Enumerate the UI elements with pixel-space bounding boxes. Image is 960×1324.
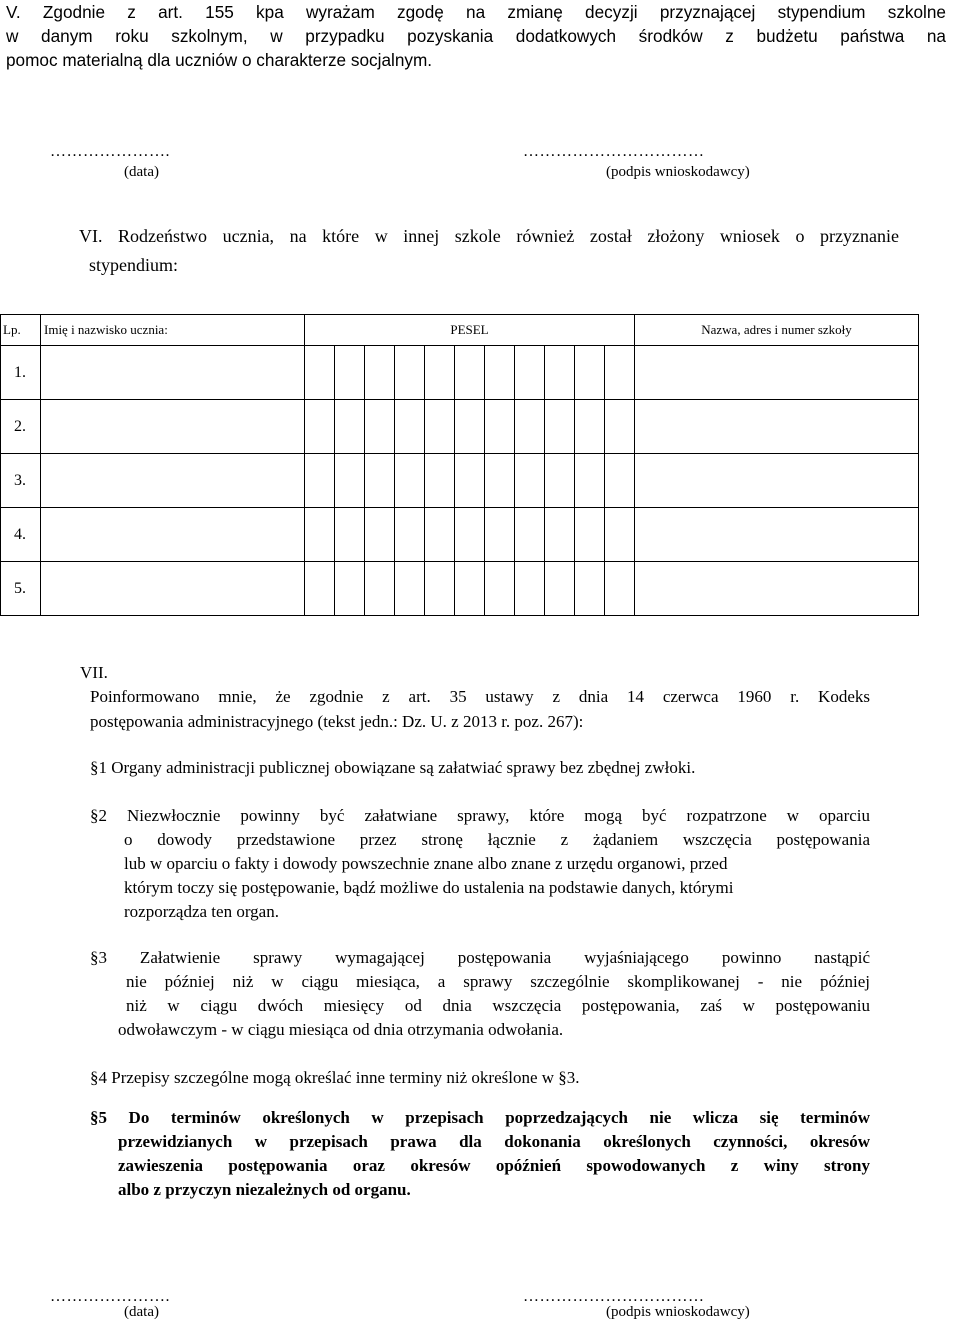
- row-number: 2.: [1, 400, 41, 454]
- pesel-digit-cell[interactable]: [545, 562, 575, 616]
- pesel-digit-cell[interactable]: [575, 562, 605, 616]
- pesel-digit-cell[interactable]: [575, 346, 605, 400]
- section-v-line: V. Zgodnie z art. 155 kpa wyrażam zgodę na zmianę decyzji przyznającej stypendium szkolne: [6, 2, 946, 22]
- school-cell[interactable]: [635, 508, 919, 562]
- pesel-digit-cell[interactable]: [305, 562, 335, 616]
- pesel-digit-cell[interactable]: [605, 346, 635, 400]
- pesel-digit-cell[interactable]: [305, 400, 335, 454]
- pesel-digit-cell[interactable]: [575, 400, 605, 454]
- section-vii-intro: [90, 684, 870, 734]
- pesel-digit-cell[interactable]: [485, 454, 515, 508]
- pesel-digit-cell[interactable]: [395, 346, 425, 400]
- pesel-digit-cell[interactable]: [515, 508, 545, 562]
- paragraph-line: rozporządza ten organ.: [124, 902, 279, 921]
- name-cell[interactable]: [41, 346, 305, 400]
- section-v-line: w danym roku szkolnym, w przypadku pozyskania dodatkowych środków z budżetu państwa na: [6, 26, 946, 46]
- name-cell[interactable]: [41, 508, 305, 562]
- intro-line: postępowania administracyjnego (tekst jedn.: Dz. U. z 2013 r. poz. 267):: [90, 712, 584, 731]
- paragraph-2: [90, 804, 870, 924]
- pesel-digit-cell[interactable]: [575, 508, 605, 562]
- pesel-digit-cell[interactable]: [485, 562, 515, 616]
- paragraph-line: nie później niż w ciągu miesiąca, a sprawy szczególnie skomplikowanej - nie później: [126, 972, 870, 991]
- pesel-digit-cell[interactable]: [605, 562, 635, 616]
- pesel-digit-cell[interactable]: [335, 562, 365, 616]
- pesel-digit-cell[interactable]: [515, 400, 545, 454]
- pesel-digit-cell[interactable]: [305, 346, 335, 400]
- school-cell[interactable]: [635, 454, 919, 508]
- name-cell[interactable]: [41, 400, 305, 454]
- footer-date-dots: ………………….: [50, 1288, 170, 1305]
- pesel-digit-cell[interactable]: [395, 454, 425, 508]
- paragraph-line: o dowody przedstawione przez stronę łącznie z żądaniem wszczęcia postępowania: [124, 830, 870, 849]
- pesel-digit-cell[interactable]: [545, 454, 575, 508]
- paragraph-line: którym toczy się postępowanie, bądź możliwe do ustalenia na podstawie danych, którymi: [124, 878, 734, 897]
- section-v-line: pomoc materialną dla uczniów o charakterze socjalnym.: [6, 50, 433, 70]
- pesel-digit-cell[interactable]: [425, 400, 455, 454]
- section-vi-line: stypendium:: [89, 255, 178, 275]
- header-pesel: PESEL: [305, 315, 635, 346]
- paragraph-line: lub w oparciu o fakty i dowody powszechnie znane albo znane z urzędu organowi, przed: [124, 854, 728, 873]
- pesel-digit-cell[interactable]: [425, 562, 455, 616]
- pesel-digit-cell[interactable]: [485, 400, 515, 454]
- pesel-digit-cell[interactable]: [365, 508, 395, 562]
- siblings-table: [0, 314, 919, 616]
- row-number: 3.: [1, 454, 41, 508]
- signature-dots: ……………………………: [523, 143, 705, 160]
- paragraph-line: albo z przyczyn niezależnych od organu.: [118, 1180, 411, 1199]
- school-cell[interactable]: [635, 562, 919, 616]
- pesel-digit-cell[interactable]: [575, 454, 605, 508]
- signature-label: (podpis wnioskodawcy): [606, 164, 750, 180]
- pesel-digit-cell[interactable]: [425, 346, 455, 400]
- name-cell[interactable]: [41, 454, 305, 508]
- pesel-digit-cell[interactable]: [515, 454, 545, 508]
- section-v-text: [6, 0, 946, 72]
- paragraph-line: zawieszenia postępowania oraz okresów opóźnień spowodowanych z winy strony: [118, 1156, 870, 1175]
- paragraph-3: [90, 946, 870, 1042]
- intro-line: Poinformowano mnie, że zgodnie z art. 35 ustawy z dnia 14 czerwca 1960 r. Kodeks: [90, 687, 870, 706]
- table-header-row: [1, 315, 919, 346]
- row-number: 1.: [1, 346, 41, 400]
- paragraph-indented: [90, 1130, 870, 1202]
- pesel-digit-cell[interactable]: [605, 508, 635, 562]
- table-row: [1, 508, 919, 562]
- pesel-digit-cell[interactable]: [335, 346, 365, 400]
- table-row: [1, 454, 919, 508]
- pesel-digit-cell[interactable]: [365, 346, 395, 400]
- pesel-digit-cell[interactable]: [455, 508, 485, 562]
- header-name: Imię i nazwisko ucznia:: [41, 315, 305, 346]
- pesel-digit-cell[interactable]: [455, 400, 485, 454]
- pesel-digit-cell[interactable]: [395, 508, 425, 562]
- pesel-digit-cell[interactable]: [425, 454, 455, 508]
- pesel-digit-cell[interactable]: [605, 400, 635, 454]
- pesel-digit-cell[interactable]: [515, 562, 545, 616]
- table-row: [1, 562, 919, 616]
- name-cell[interactable]: [41, 562, 305, 616]
- paragraph-4: §4 Przepisy szczególne mogą określać inne terminy niż określone w §3.: [90, 1068, 580, 1087]
- pesel-digit-cell[interactable]: [395, 400, 425, 454]
- section-vi-heading: [79, 222, 899, 280]
- pesel-digit-cell[interactable]: [485, 508, 515, 562]
- paragraph-line: odwoławczym - w ciągu miesiąca od dnia otrzymania odwołania.: [118, 1020, 564, 1039]
- row-number: 4.: [1, 508, 41, 562]
- footer-signature-dots: ……………………………: [523, 1288, 705, 1305]
- pesel-digit-cell[interactable]: [335, 454, 365, 508]
- pesel-digit-cell[interactable]: [545, 400, 575, 454]
- pesel-digit-cell[interactable]: [365, 562, 395, 616]
- footer-date-label: (data): [124, 1304, 159, 1320]
- footer-signature-label: (podpis wnioskodawcy): [606, 1304, 750, 1320]
- pesel-digit-cell[interactable]: [455, 454, 485, 508]
- paragraph-indented: [90, 970, 870, 1018]
- date-label: (data): [124, 164, 159, 180]
- pesel-digit-cell[interactable]: [335, 508, 365, 562]
- date-dots: ………………….: [50, 143, 170, 160]
- pesel-digit-cell[interactable]: [515, 346, 545, 400]
- school-cell[interactable]: [635, 346, 919, 400]
- table-row: [1, 346, 919, 400]
- pesel-digit-cell[interactable]: [365, 454, 395, 508]
- section-vii-heading: VII.: [80, 663, 108, 682]
- paragraph-line: przewidzianych w przepisach prawa dla dokonania określonych czynności, okresów: [118, 1132, 870, 1151]
- pesel-digit-cell[interactable]: [605, 454, 635, 508]
- paragraph-line: §3 Załatwienie sprawy wymagającej postępowania wyjaśniającego powinno nastąpić: [90, 948, 870, 967]
- pesel-digit-cell[interactable]: [305, 508, 335, 562]
- paragraph-indented: [90, 828, 870, 924]
- pesel-digit-cell[interactable]: [425, 508, 455, 562]
- pesel-digit-cell[interactable]: [545, 508, 575, 562]
- section-vi-line: VI. Rodzeństwo ucznia, na które w innej szkole również został złożony wniosek o przyznanie: [79, 226, 899, 246]
- pesel-digit-cell[interactable]: [455, 346, 485, 400]
- header-school: Nazwa, adres i numer szkoły: [635, 315, 919, 346]
- paragraph-5: [90, 1106, 870, 1202]
- paragraph-1: §1 Organy administracji publicznej obowiązane są załatwiać sprawy bez zbędnej zwłoki.: [90, 758, 696, 777]
- table-row: [1, 400, 919, 454]
- pesel-digit-cell[interactable]: [365, 400, 395, 454]
- row-number: 5.: [1, 562, 41, 616]
- pesel-digit-cell[interactable]: [545, 346, 575, 400]
- school-cell[interactable]: [635, 400, 919, 454]
- header-lp: Lp.: [1, 315, 41, 346]
- pesel-digit-cell[interactable]: [395, 562, 425, 616]
- pesel-digit-cell[interactable]: [305, 454, 335, 508]
- pesel-digit-cell[interactable]: [455, 562, 485, 616]
- paragraph-line: niż w ciągu dwóch miesięcy od dnia wszczęcia postępowania, zaś w postępowaniu: [126, 996, 870, 1015]
- pesel-digit-cell[interactable]: [335, 400, 365, 454]
- paragraph-line: §2 Niezwłocznie powinny być załatwiane sprawy, które mogą być rozpatrzone w oparciu: [90, 806, 870, 825]
- pesel-digit-cell[interactable]: [485, 346, 515, 400]
- paragraph-line: §5 Do terminów określonych w przepisach poprzedzających nie wlicza się terminów: [90, 1108, 870, 1127]
